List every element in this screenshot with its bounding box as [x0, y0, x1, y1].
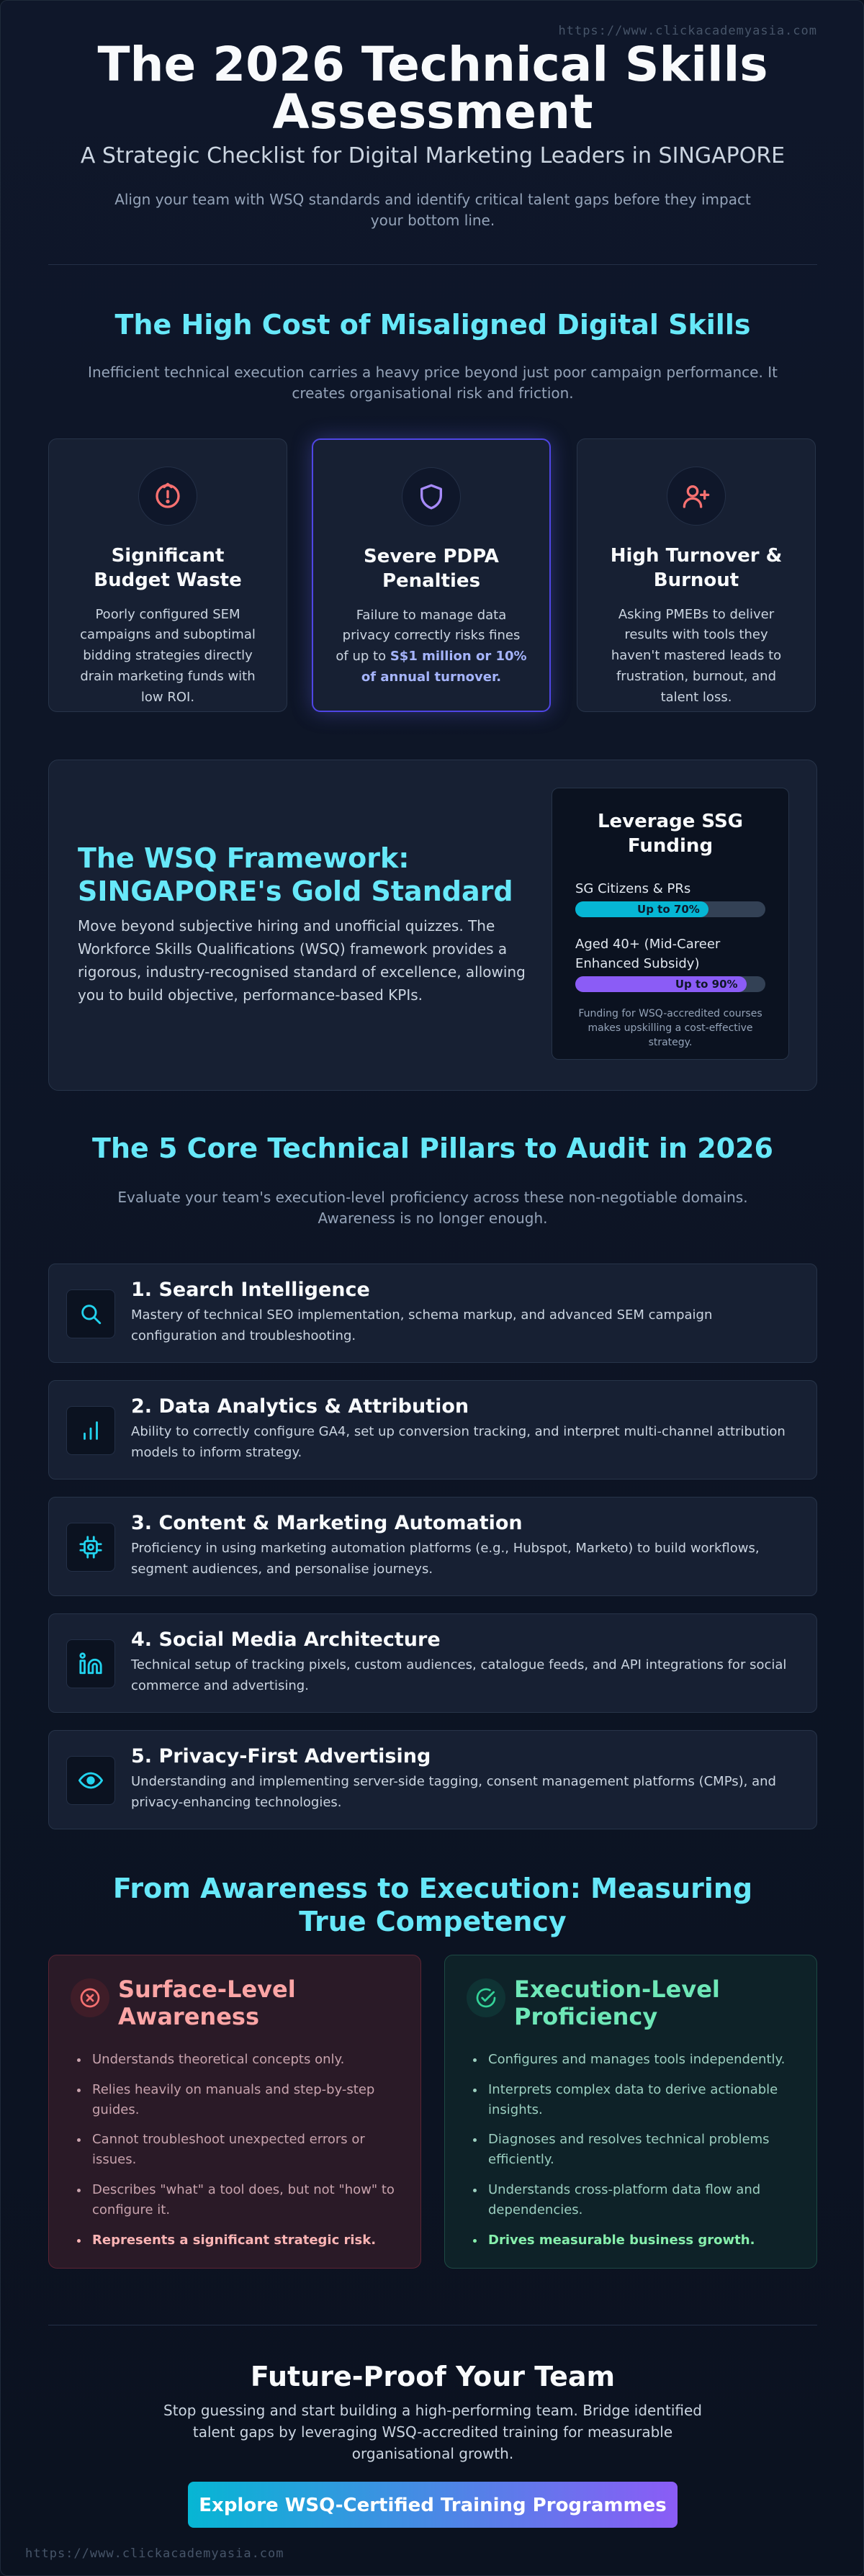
funding-label-mid-career: Aged 40+ (Mid-Career Enhanced Subsidy) — [575, 936, 721, 971]
turnover-burnout-card — [577, 438, 816, 712]
pillar-social-media — [48, 1613, 817, 1713]
wsq-framework-panel — [48, 760, 817, 1091]
pillar-text: Proficiency in using marketing automation platforms (e.g., Hubspot, Marketo) to build workflows, segment audiences, and personalise journeys. — [131, 1541, 760, 1577]
execution-proficiency-panel — [444, 1955, 817, 2269]
source-url-bottom[interactable]: https://www.clickacademyasia.com — [25, 2546, 284, 2561]
pillar-text: Understanding and implementing server-side tagging, consent management platforms (CMPs), and privacy-enhancing technologies. — [131, 1774, 776, 1810]
cta-title: Future-Proof Your Team — [250, 2361, 616, 2392]
funding-bar-citizens — [575, 901, 765, 917]
page-title: The 2026 Technical Skills Assessment — [97, 37, 768, 140]
list-item: • Interprets complex data to derive actionable insights. — [485, 2080, 795, 2120]
warning-coin-icon — [138, 467, 197, 526]
funding-title: Leverage SSG Funding — [597, 811, 744, 857]
card-text-lead: Failure to manage data privacy correctly risks fines of up to — [336, 607, 521, 665]
list-item: • Relies heavily on manuals and step-by-step guides. — [89, 2080, 399, 2120]
cpu-gear-icon — [66, 1523, 115, 1572]
search-icon — [66, 1289, 115, 1338]
pillars-section-title: The 5 Core Technical Pillars to Audit in 2026 — [92, 1132, 773, 1164]
pillar-text: Mastery of technical SEO implementation, schema markup, and advanced SEM campaign configuration and troubleshooting. — [131, 1307, 713, 1343]
pillar-search-intelligence — [48, 1264, 817, 1363]
x-circle-icon — [71, 1978, 109, 2017]
execution-list — [467, 2050, 795, 2251]
eye-icon — [66, 1756, 115, 1805]
card-title: High Turnover & Burnout — [610, 545, 783, 591]
list-item: • Understands theoretical concepts only. — [89, 2050, 399, 2070]
card-title: Severe PDPA Penalties — [364, 546, 499, 592]
list-item: • Configures and manages tools independently. — [485, 2050, 795, 2070]
card-title: Significant Budget Waste — [94, 545, 242, 591]
linkedin-icon — [66, 1639, 115, 1688]
pillar-data-analytics — [48, 1380, 817, 1480]
page-intro: Align your team with WSQ standards and identify critical talent gaps before they impact your bottom line. — [114, 191, 751, 229]
cta-description: Stop guessing and start building a high-performing team. Bridge identified talent gaps by leveraging WSQ-accredited training for measurable organisational growth. — [163, 2402, 702, 2462]
list-item: • Describes "what" a tool does, but not "how" to configure it. — [89, 2180, 399, 2220]
pillar-text: Technical setup of tracking pixels, custom audiences, catalogue feeds, and API integrations for social commerce and advertising. — [131, 1657, 787, 1693]
surface-list — [71, 2050, 399, 2251]
list-item: • Drives measurable business growth. — [485, 2230, 795, 2251]
funding-value: Up to 70% — [637, 902, 700, 916]
pdpa-penalties-card — [312, 438, 551, 712]
section-divider — [48, 264, 817, 265]
budget-waste-card — [48, 438, 287, 712]
funding-bar-fill — [575, 901, 708, 917]
wsq-title: The WSQ Framework: SINGAPORE's Gold Standard — [78, 842, 513, 907]
cost-section-title: The High Cost of Misaligned Digital Skills — [114, 309, 751, 341]
explore-training-button[interactable]: Explore WSQ-Certified Training Programmes — [188, 2482, 678, 2528]
pillar-privacy-advertising — [48, 1730, 817, 1829]
cost-section-description: Inefficient technical execution carries a heavy price beyond just poor campaign performance. It creates organisational risk and friction. — [88, 364, 778, 402]
wsq-description: Move beyond subjective hiring and unofficial quizzes. The Workforce Skills Qualifications (WSQ) framework provides a rigorous, industry-recognised standard of excellence, allowing you to build objective, performance-based KPIs. — [78, 917, 526, 1004]
pillar-title: 4. Social Media Architecture — [131, 1629, 441, 1651]
card-text — [335, 605, 528, 688]
pillar-title: 1. Search Intelligence — [131, 1279, 370, 1301]
surface-awareness-panel — [48, 1955, 421, 2269]
card-text: Asking PMEBs to deliver results with tools they haven't mastered leads to frustration, burnout, and talent loss. — [611, 606, 782, 705]
funding-value: Up to 90% — [675, 977, 738, 991]
pillar-title: 3. Content & Marketing Automation — [131, 1512, 523, 1534]
ssg-funding-box — [552, 788, 789, 1060]
funding-bar-mid-career — [575, 976, 765, 992]
card-text: Poorly configured SEM campaigns and suboptimal bidding strategies directly drain marketing funds with low ROI. — [80, 606, 256, 705]
list-item: • Diagnoses and resolves technical problems efficiently. — [485, 2130, 795, 2170]
pillars-section-description: Evaluate your team's execution-level proficiency across these non-negotiable domains. Awareness is no longer enough. — [117, 1189, 748, 1227]
pillar-marketing-automation — [48, 1497, 817, 1596]
funding-note: Funding for WSQ-accredited courses makes upskilling a cost-effective strategy. — [578, 1007, 762, 1049]
list-item: • Represents a significant strategic risk. — [89, 2230, 399, 2251]
panel-title: Execution-Level Proficiency — [514, 1976, 720, 2031]
page-subtitle: A Strategic Checklist for Digital Marketing Leaders in SINGAPORE — [80, 143, 786, 168]
source-url-top[interactable]: https://www.clickacademyasia.com — [558, 24, 817, 38]
funding-bar-fill — [575, 976, 747, 992]
pillar-text: Ability to correctly configure GA4, set up conversion tracking, and interpret multi-channel attribution models to inform strategy. — [131, 1424, 786, 1460]
check-circle-icon — [467, 1978, 505, 2017]
shield-icon — [402, 467, 461, 526]
user-plus-icon — [667, 467, 726, 526]
panel-title: Surface-Level Awareness — [118, 1976, 296, 2031]
card-text-emphasis: S$1 million or 10% of annual turnover. — [361, 649, 527, 685]
pillar-title: 5. Privacy-First Advertising — [131, 1745, 431, 1767]
pillar-title: 2. Data Analytics & Attribution — [131, 1395, 469, 1418]
list-item: • Understands cross-platform data flow and dependencies. — [485, 2180, 795, 2220]
competency-section-title: From Awareness to Execution: Measuring True Competency — [112, 1873, 753, 1937]
list-item: • Cannot troubleshoot unexpected errors or issues. — [89, 2130, 399, 2170]
bar-chart-icon — [66, 1406, 115, 1455]
funding-label-citizens: SG Citizens & PRs — [575, 881, 691, 896]
